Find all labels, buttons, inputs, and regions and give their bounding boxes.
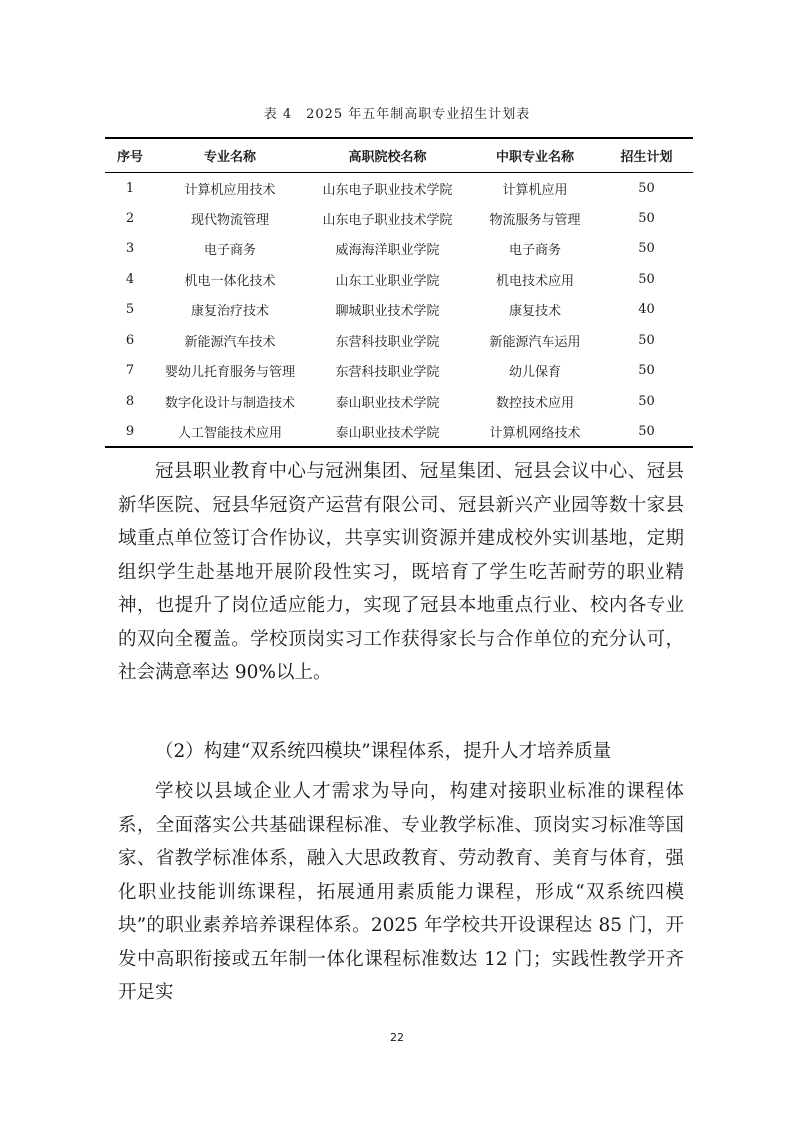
cell-major: 现代物流管理	[190, 212, 269, 228]
cell-college: 山东电子职业技术学院	[322, 212, 453, 228]
cell-plan: 40	[638, 302, 655, 318]
table-row	[105, 295, 693, 326]
cell-major: 机电一体化技术	[184, 273, 276, 289]
cell-no: 2	[125, 210, 135, 226]
table-header-row	[105, 138, 693, 173]
cell-plan: 50	[638, 332, 655, 348]
paragraph-curriculum-system: 学校以县域企业人才需求为导向，构建对接职业标准的课程体系，全面落实公共基础课程标准、专业教学标准、顶岗实习标准等国家、省教学标准体系，融入大思政教育、劳动教育、美育与体育，强化职业技能训练课程，拓展通用素质能力课程，形成“双系统四模块”的职业素养培养课程体系。2025 年学校共开设课程达 85 门，开发中高职衔接或五年制一体化课程标准数达 12 门；实践性教学开齐开足实	[118, 781, 684, 1003]
paragraph-practice-bases: 冠县职业教育中心与冠洲集团、冠星集团、冠县会议中心、冠县新华医院、冠县华冠资产运营有限公司、冠县新兴产业园等数十家县域重点单位签订合作协议，共享实训资源并建成校外实训基地，定期组织学生赴基地开展阶段性实习，既培育了学生吃苦耐劳的职业精神，也提升了岗位适应能力，实现了冠县本地重点行业、校内各专业的双向全覆盖。学校顶岗实习工作获得家长与合作单位的充分认可，社会满意率达 90%以上。	[118, 461, 684, 683]
cell-major: 电子商务	[203, 243, 256, 259]
table-row	[105, 417, 693, 448]
cell-plan: 50	[638, 180, 655, 196]
table-caption: 表 4 2025 年五年制高职专业招生计划表	[263, 107, 531, 122]
cell-no: 9	[125, 423, 135, 439]
table-row	[105, 203, 693, 234]
cell-plan: 50	[638, 423, 655, 439]
header-no: 序号	[116, 150, 143, 165]
cell-secondary-major: 新能源汽车运用	[489, 334, 581, 350]
cell-no: 7	[125, 363, 135, 379]
cell-no: 4	[125, 271, 135, 287]
table-row	[105, 173, 693, 204]
cell-major: 婴幼儿托育服务与管理	[164, 365, 295, 381]
cell-college: 山东工业职业学院	[335, 273, 440, 289]
cell-college: 东营科技职业学院	[335, 365, 440, 381]
cell-no: 5	[125, 302, 135, 318]
cell-secondary-major: 电子商务	[508, 243, 561, 259]
cell-secondary-major: 数控技术应用	[495, 395, 574, 411]
header-secondary-major: 中职专业名称	[495, 150, 574, 165]
cell-no: 6	[125, 332, 135, 348]
header-plan: 招生计划	[620, 150, 673, 165]
cell-major: 计算机应用技术	[184, 182, 276, 198]
cell-secondary-major: 计算机应用	[502, 182, 568, 198]
cell-major: 数字化设计与制造技术	[164, 395, 295, 411]
cell-no: 3	[125, 241, 135, 257]
cell-college: 泰山职业技术学院	[335, 425, 440, 441]
cell-secondary-major: 机电技术应用	[495, 273, 574, 289]
cell-major: 康复治疗技术	[190, 304, 269, 320]
cell-no: 8	[125, 393, 135, 409]
cell-secondary-major: 物流服务与管理	[489, 212, 581, 228]
table-row	[105, 386, 693, 417]
table-row	[105, 264, 693, 295]
enrollment-plan-table-wrapper	[105, 137, 693, 448]
cell-college: 山东电子职业技术学院	[322, 182, 453, 198]
enrollment-plan-table	[105, 137, 693, 448]
header-major: 专业名称	[203, 150, 256, 165]
table-row	[105, 325, 693, 356]
cell-college: 聊城职业技术学院	[335, 304, 440, 320]
section-heading-curriculum: （2）构建“双系统四模块”课程体系，提升人才培养质量	[155, 741, 612, 762]
cell-secondary-major: 幼儿保育	[508, 365, 561, 381]
cell-major: 新能源汽车技术	[184, 334, 276, 350]
cell-secondary-major: 计算机网络技术	[489, 425, 581, 441]
cell-plan: 50	[638, 241, 655, 257]
page-number: 22	[390, 1031, 404, 1044]
table-row	[105, 356, 693, 387]
cell-college: 东营科技职业学院	[335, 334, 440, 350]
cell-plan: 50	[638, 210, 655, 226]
cell-major: 人工智能技术应用	[177, 425, 282, 441]
cell-college: 泰山职业技术学院	[335, 395, 440, 411]
cell-secondary-major: 康复技术	[508, 304, 561, 320]
cell-plan: 50	[638, 271, 655, 287]
cell-plan: 50	[638, 393, 655, 409]
header-college: 高职院校名称	[348, 150, 427, 165]
cell-plan: 50	[638, 363, 655, 379]
cell-college: 威海海洋职业学院	[335, 243, 440, 259]
cell-no: 1	[125, 180, 135, 196]
table-row	[105, 234, 693, 265]
